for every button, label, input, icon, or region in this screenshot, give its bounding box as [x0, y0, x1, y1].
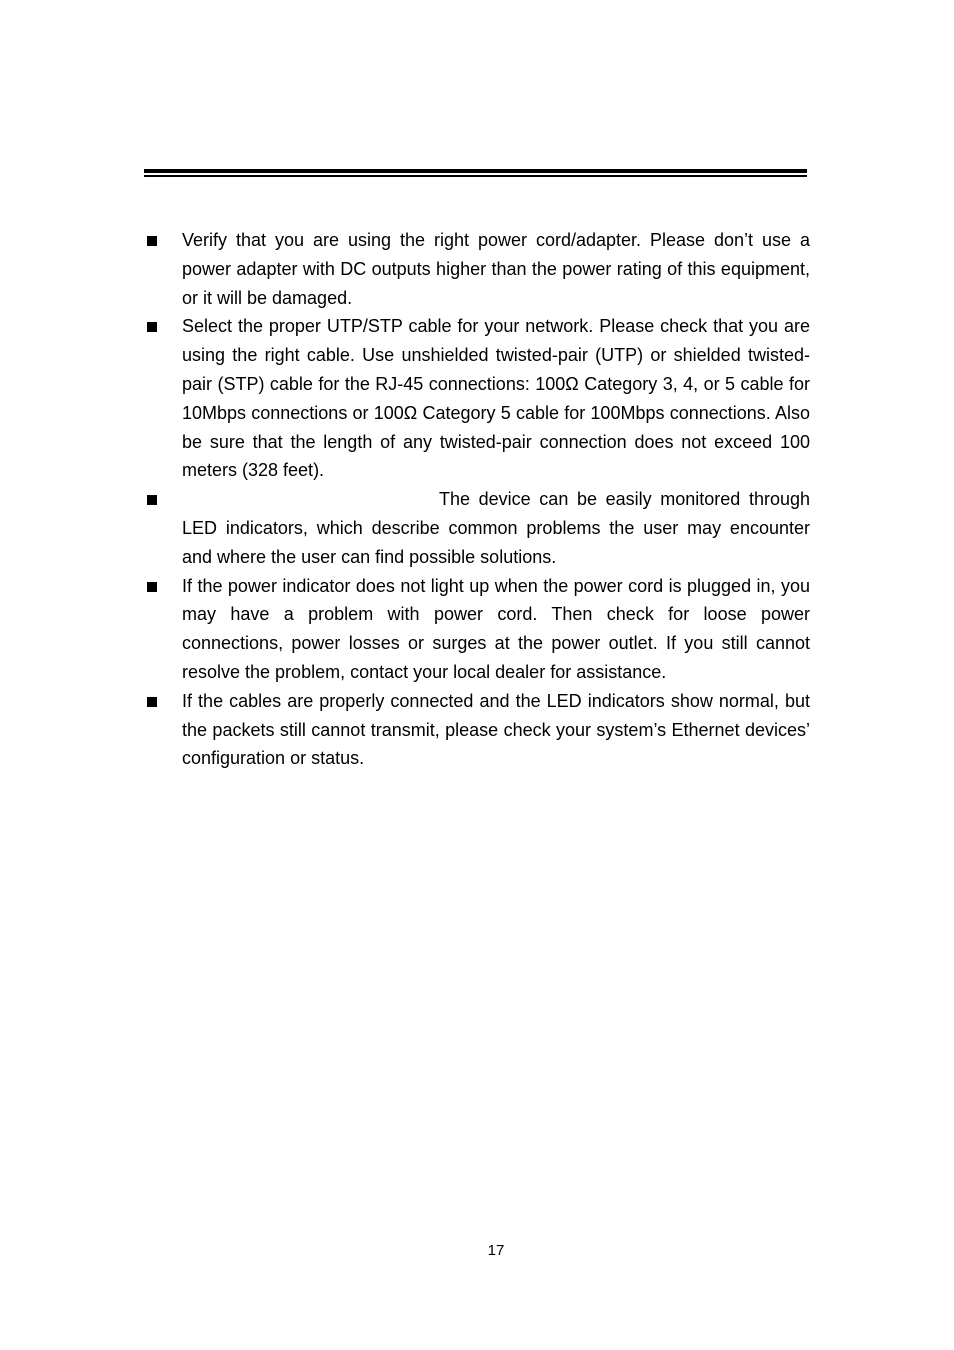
square-bullet-icon — [147, 322, 157, 332]
list-item-text-content: The device can be easily monitored through LED indicators, which describe common problems the user may encounter and where the user can find possible solutions. — [182, 489, 810, 567]
list-item-text: If the cables are properly connected and the LED indicators show normal, but the packets still cannot transmit, please check your system’s Ethernet devices’ configuration or status. — [182, 690, 810, 769]
header-rule — [144, 169, 807, 177]
list-item-text: Select the proper UTP/STP cable for your network. Please check that you are using the right cable. Use unshielded twisted-pair (UTP) or shielded twisted-pair (STP) cable for the RJ-45 connections: 100Ω Category 3, 4, or 5 cable for 10Mbps connections or 100Ω Category 5 cable for 100Mbps connections. Also be sure that the length of any twisted-pair connection does not exceed 100 meters (328 feet). — [182, 316, 810, 481]
square-bullet-icon — [147, 236, 157, 246]
header-rule-thin — [144, 175, 807, 177]
page-number: 17 — [487, 1242, 505, 1259]
square-bullet-icon — [147, 495, 157, 505]
list-item — [144, 572, 810, 687]
list-item — [144, 485, 810, 571]
list-item — [144, 687, 810, 773]
list-item-text — [182, 485, 810, 571]
square-bullet-icon — [147, 697, 157, 707]
list-item — [144, 226, 810, 312]
header-rule-thick — [144, 169, 807, 173]
list-item-text: If the power indicator does not light up when the power cord is plugged in, you may have a problem with power cord. Then check for loose power connections, power losses or surges at the power outlet. If you still cannot resolve the problem, contact your local dealer for assistance. — [182, 575, 810, 682]
troubleshooting-list — [144, 226, 810, 773]
list-item — [144, 312, 810, 485]
square-bullet-icon — [147, 582, 157, 592]
list-item-text: Verify that you are using the right power cord/adapter. Please don’t use a power adapter with DC outputs higher than the power rating of this equipment, or it will be damaged. — [182, 230, 810, 308]
